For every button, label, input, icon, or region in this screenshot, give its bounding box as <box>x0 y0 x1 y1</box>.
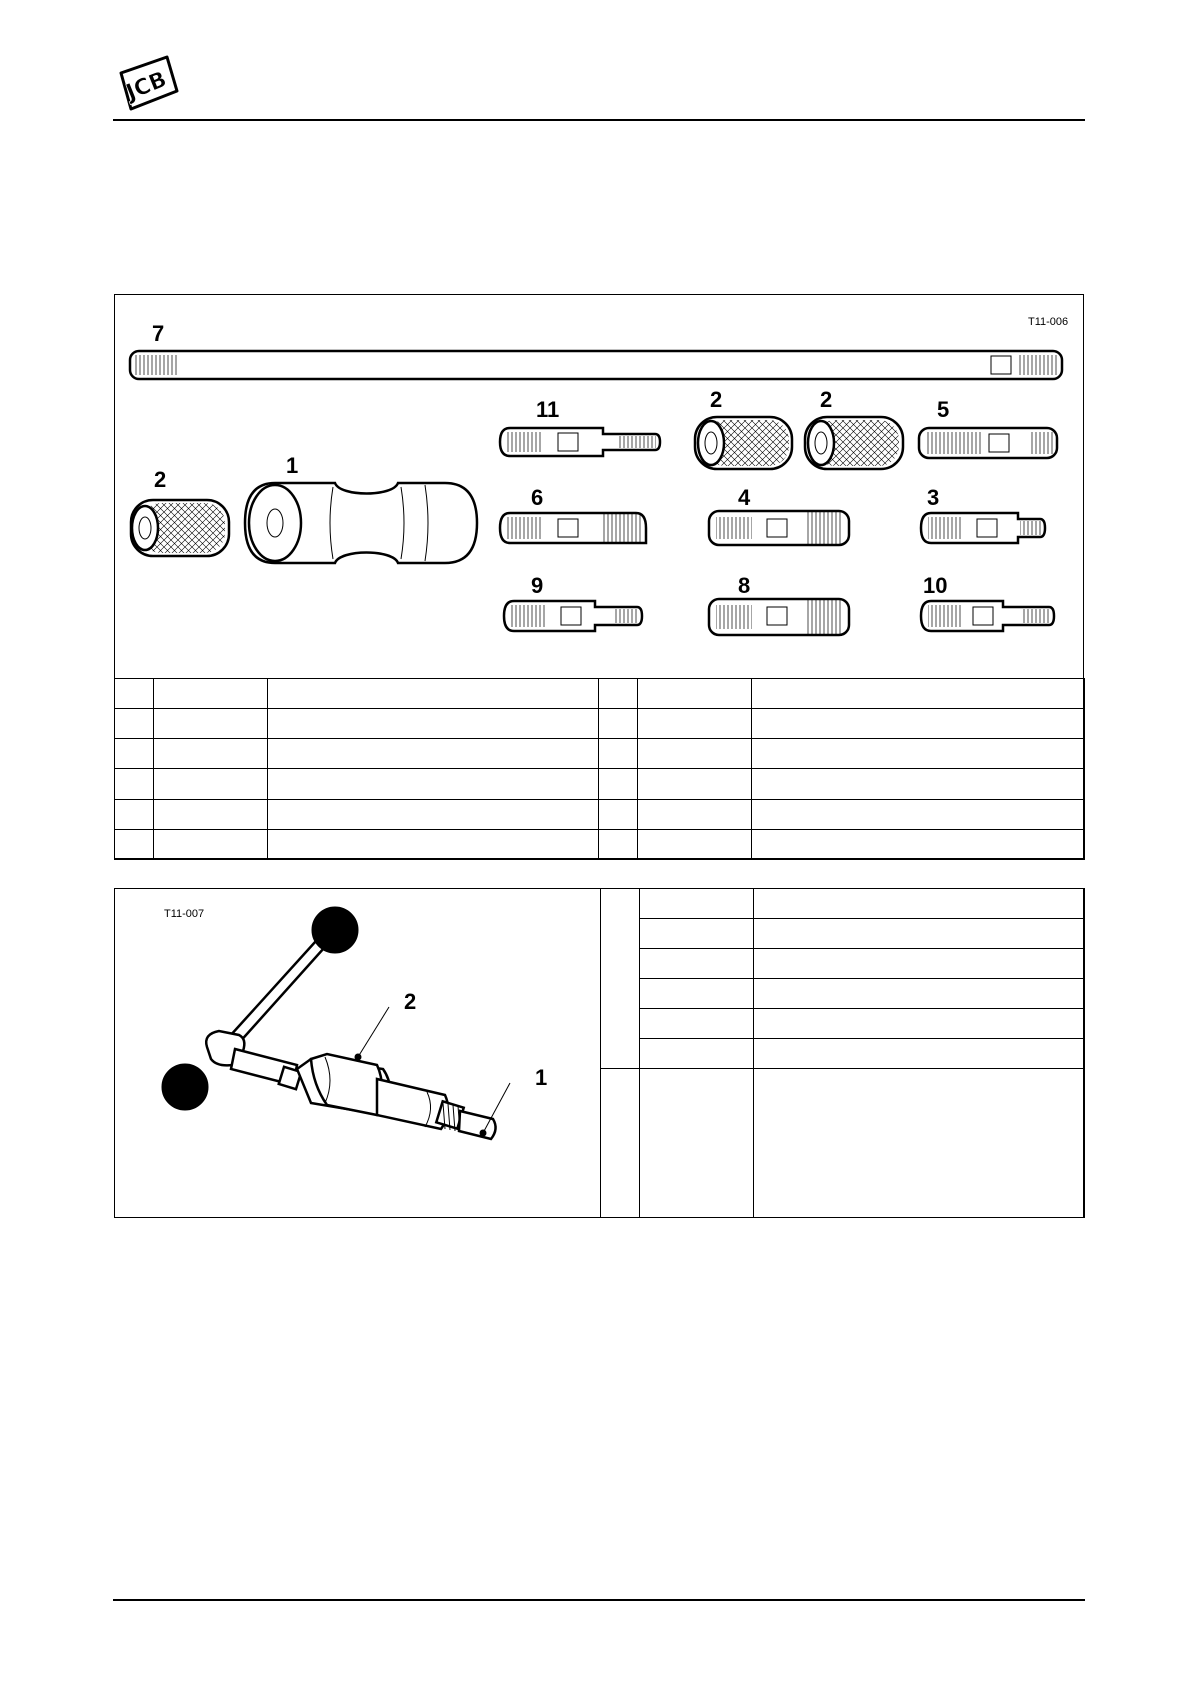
table-row <box>601 1039 1085 1069</box>
table-row <box>115 709 1085 739</box>
callout-2: 2 <box>154 467 167 492</box>
callout-11: 11 <box>536 397 560 422</box>
callout-10: 10 <box>923 573 948 598</box>
table-row <box>601 979 1085 1009</box>
table-row <box>601 1069 1085 1218</box>
threaded-rod <box>130 351 1062 379</box>
adapter-10 <box>921 601 1054 631</box>
callout-3: 3 <box>927 485 940 510</box>
callout-8: 8 <box>738 573 751 598</box>
puller-table <box>600 888 1085 1218</box>
figure-code: T11-006 <box>1028 316 1069 328</box>
adapter-6 <box>500 513 646 543</box>
table-row <box>115 769 1085 799</box>
header-rule <box>113 119 1085 121</box>
knurled-nut <box>695 417 792 469</box>
svg-text:JCB: JCB <box>122 67 171 106</box>
callout-4: 4 <box>738 485 751 510</box>
adapter-3 <box>921 513 1045 543</box>
jcb-logo <box>113 55 179 111</box>
table-row <box>601 949 1085 979</box>
figure-code: T11-007 <box>164 908 205 920</box>
callout-2: 2 <box>710 387 723 412</box>
callout-2: 2 <box>404 989 417 1014</box>
knurled-nut <box>131 500 229 556</box>
table-row <box>601 889 1085 919</box>
table-row <box>601 919 1085 949</box>
puller-illustration <box>115 889 600 1217</box>
adapter-4 <box>709 511 849 545</box>
callout-1: 1 <box>286 453 299 478</box>
table-row <box>115 739 1085 769</box>
adapter-11 <box>500 428 660 456</box>
footer-rule <box>113 1599 1085 1601</box>
adapter-5 <box>919 428 1057 458</box>
table-row <box>115 679 1085 709</box>
parts-table <box>114 678 1085 860</box>
puller-figure-panel <box>114 888 1084 1218</box>
knurled-nut <box>805 417 903 469</box>
callout-7: 7 <box>152 321 165 346</box>
table-row <box>115 799 1085 829</box>
callout-1: 1 <box>535 1065 548 1090</box>
adapter-9 <box>504 601 642 631</box>
tool-kit-figure-panel <box>114 294 1084 859</box>
adapter-8 <box>709 599 849 635</box>
main-body <box>245 483 477 563</box>
callout-9: 9 <box>531 573 544 598</box>
table-row <box>601 1009 1085 1039</box>
callout-5: 5 <box>937 397 950 422</box>
callout-6: 6 <box>531 485 544 510</box>
table-row <box>115 829 1085 859</box>
callout-2: 2 <box>820 387 833 412</box>
